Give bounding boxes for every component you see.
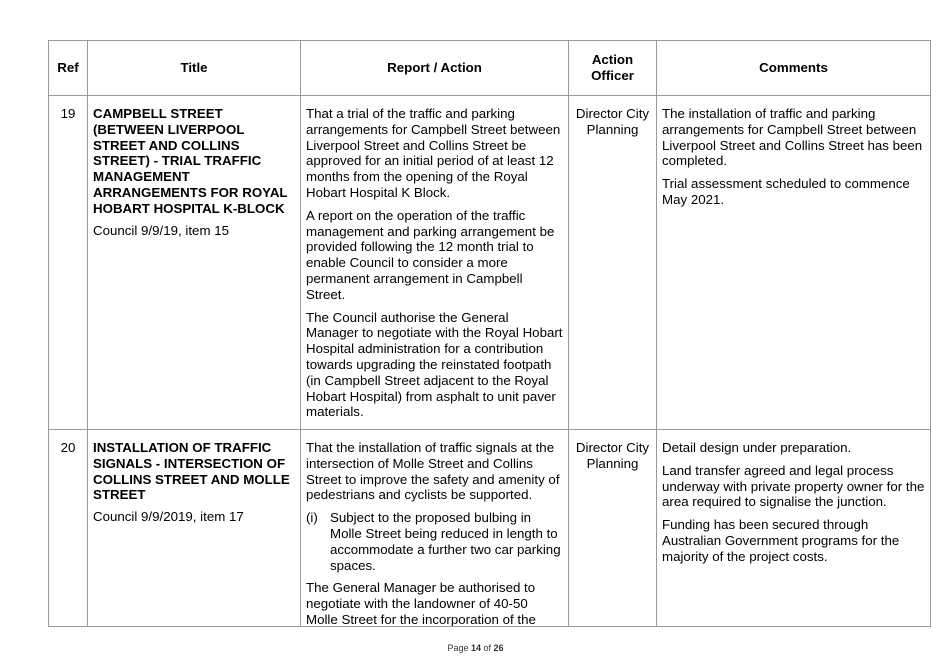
table-row (49, 96, 931, 430)
council-reference: Council 9/9/19, item 15 (93, 222, 230, 238)
sub-item-marker: (i) (306, 510, 318, 526)
header-comments: Comments (657, 41, 931, 96)
report-action-paragraph: The Council authorise the General Manager to negotiate with the Royal Hobart Hospital administration for a contribution towards upgrading the reinstated footpath (in Campbell Street adjacent to the Royal Hobart Hospital) from asphalt to unit paver materials. (306, 309, 563, 420)
report-action-paragraph: That the installation of traffic signals at the intersection of Molle Street and Collins Street to improve the safety and amenity of pedestrians and cyclists be supported. (306, 440, 560, 503)
report-action-sub-item (306, 510, 563, 573)
council-reference: Council 9/9/2019, item 17 (93, 509, 244, 525)
header-title: Title (88, 41, 301, 96)
ref-cell: 20 (49, 430, 88, 627)
action-officer-cell: Director City Planning (569, 96, 657, 430)
report-action-paragraph: That a trial of the traffic and parking arrangements for Campbell Street between Liverpool Street and Collins Street be approved for an initial period of at least 12 months from the opening of the Royal Hobart Hospital K Block. (306, 106, 561, 200)
comment-paragraph: Land transfer agreed and legal process underway with private property owner for the area required to signalise the junction. (662, 462, 925, 510)
item-title: CAMPBELL STREET (BETWEEN LIVERPOOL STREET AND COLLINS STREET) - TRIAL TRAFFIC MANAGEMENT ARRANGEMENTS FOR ROYAL HOBART HOSPITAL K-BLOCK (93, 106, 288, 216)
page-separator: of (483, 643, 492, 653)
current-page-number: 14 (470, 643, 481, 653)
report-action-paragraph: The General Manager be authorised to negotiate with the landowner of 40-50 Molle Street for the incorporation of the (306, 580, 536, 626)
report-action-paragraph: A report on the operation of the traffic management and parking arrangement be provided following the 12 month trial to enable Council to consider a more permanent arrangement in Campbell Street. (306, 207, 555, 302)
comment-paragraph: Trial assessment scheduled to commence May 2021. (662, 176, 910, 207)
title-cell (88, 430, 301, 627)
ref-cell: 19 (49, 96, 88, 430)
sub-item-text: Subject to the proposed bulbing in Molle Street being reduced in length to accommodate a further two car parking spaces. (330, 510, 561, 573)
comment-paragraph: Detail design under preparation. (662, 440, 852, 455)
header-action-officer: Action Officer (569, 41, 657, 96)
report-action-cell (301, 430, 569, 627)
comment-paragraph: Funding has been secured through Australian Government programs for the majority of the project costs. (662, 517, 900, 564)
comments-cell (657, 430, 931, 627)
page-number-footer (0, 643, 951, 654)
title-cell (88, 96, 301, 430)
page-label: Page (447, 643, 469, 653)
item-title: INSTALLATION OF TRAFFIC SIGNALS - INTERSECTION OF COLLINS STREET AND MOLLE STREET (93, 440, 290, 503)
header-report-action: Report / Action (301, 41, 569, 96)
total-pages-number: 26 (493, 643, 504, 653)
report-action-content (306, 440, 563, 626)
table-header-row (49, 41, 931, 96)
header-ref: Ref (49, 41, 88, 96)
comments-cell (657, 96, 931, 430)
report-action-cell (301, 96, 569, 430)
action-items-table (48, 40, 931, 627)
comment-paragraph: The installation of traffic and parking arrangements for Campbell Street between Liverpool Street and Collins Street has been completed. (662, 106, 923, 169)
table-row (49, 430, 931, 627)
action-officer-cell: Director City Planning (569, 430, 657, 627)
